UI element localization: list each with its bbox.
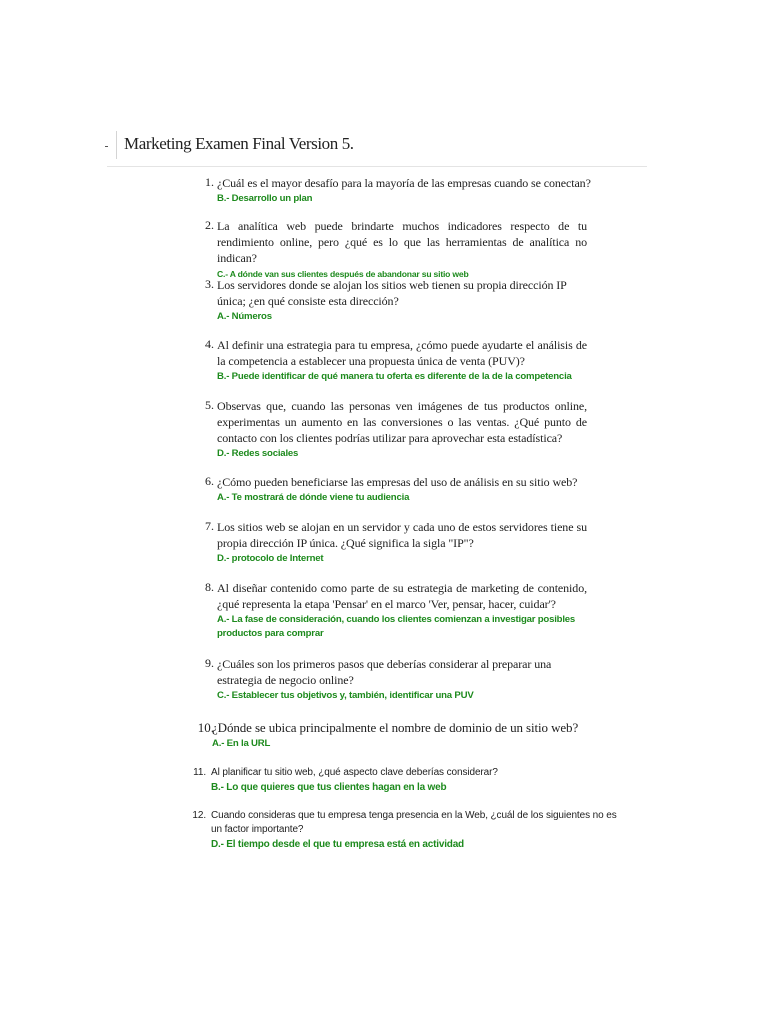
question-text: ¿Cómo pueden beneficiarse las empresas del uso de análisis en su sitio web? bbox=[217, 475, 578, 489]
answer-text: B.- Lo que quieres que tus clientes hagan en la web bbox=[211, 782, 447, 793]
answer-text: D.- El tiempo desde el que tu empresa está en actividad bbox=[211, 839, 464, 850]
question-text: Los servidores donde se alojan los sitios web tienen su propia dirección IP única; ¿en qué consiste esta dirección? bbox=[217, 278, 567, 308]
question-text: Los sitios web se alojan en un servidor y cada uno de estos servidores tiene su propia dirección IP única. ¿Qué significa la sigla "IP"? bbox=[217, 520, 587, 550]
question-number: 11. bbox=[193, 767, 206, 778]
title-divider bbox=[116, 131, 117, 159]
question-number: 2. bbox=[205, 218, 214, 232]
question-number: 8. bbox=[205, 580, 214, 594]
answer-text: A.- Números bbox=[217, 311, 272, 322]
question-number: 10. bbox=[197, 720, 214, 735]
question-text: Al planificar tu sitio web, ¿qué aspecto clave deberías considerar? bbox=[211, 767, 498, 778]
question-number: 5. bbox=[205, 398, 214, 412]
answer-text: D.- protocolo de Internet bbox=[217, 553, 324, 564]
title-underline bbox=[107, 166, 647, 167]
answer-text: D.- Redes sociales bbox=[217, 448, 299, 459]
question-text: Al diseñar contenido como parte de su estrategia de marketing de contenido, ¿qué representa la etapa 'Pensar' en el marco 'Ver, pensar, hacer, cuidar'? bbox=[217, 581, 587, 611]
answer-text: C.- Establecer tus objetivos y, también, identificar una PUV bbox=[217, 690, 474, 701]
answer-text: B.- Puede identificar de qué manera tu oferta es diferente de la de la competencia bbox=[217, 371, 572, 382]
question-number: 1. bbox=[205, 175, 214, 189]
question-text: ¿Cuál es el mayor desafío para la mayoría de las empresas cuando se conectan? bbox=[217, 176, 591, 190]
answer-text: A.- Te mostrará de dónde viene tu audiencia bbox=[217, 492, 410, 503]
page-marker bbox=[105, 146, 108, 147]
question-number: 7. bbox=[205, 519, 214, 533]
question-number: 12. bbox=[192, 810, 206, 821]
question-text: Observas que, cuando las personas ven imágenes de tus productos online, experimentas un aumento en las conversiones o las ventas. ¿Qué punto de contacto con los clientes podrías utilizar para aprovechar esta estadística? bbox=[217, 399, 587, 445]
document-title: Marketing Examen Final Version 5. bbox=[124, 134, 354, 153]
question-text: ¿Dónde se ubica principalmente el nombre de dominio de un sitio web? bbox=[212, 720, 579, 735]
question-number: 4. bbox=[205, 337, 214, 351]
question-text: Cuando consideras que tu empresa tenga presencia en la Web, ¿cuál de los siguientes no es un factor importante? bbox=[211, 810, 617, 835]
answer-text: C.- A dónde van sus clientes después de abandonar su sitio web bbox=[217, 269, 469, 279]
question-text: La analítica web puede brindarte muchos indicadores respecto de tu rendimiento online, pero ¿qué es lo que las herramientas de analítica no indican? bbox=[217, 219, 587, 265]
question-text: Al definir una estrategia para tu empresa, ¿cómo puede ayudarte el análisis de la competencia a establecer una propuesta única de venta (PUV)? bbox=[217, 338, 587, 368]
question-text: ¿Cuáles son los primeros pasos que deberías considerar al preparar una estrategia de negocio online? bbox=[217, 657, 552, 687]
question-number: 9. bbox=[205, 656, 214, 670]
answer-text: A.- En la URL bbox=[212, 738, 271, 749]
answer-text: B.- Desarrollo un plan bbox=[217, 193, 313, 204]
answer-text: A.- La fase de consideración, cuando los clientes comienzan a investigar posibles productos para comprar bbox=[217, 614, 576, 639]
question-number: 3. bbox=[205, 277, 214, 291]
question-number: 6. bbox=[205, 474, 214, 488]
